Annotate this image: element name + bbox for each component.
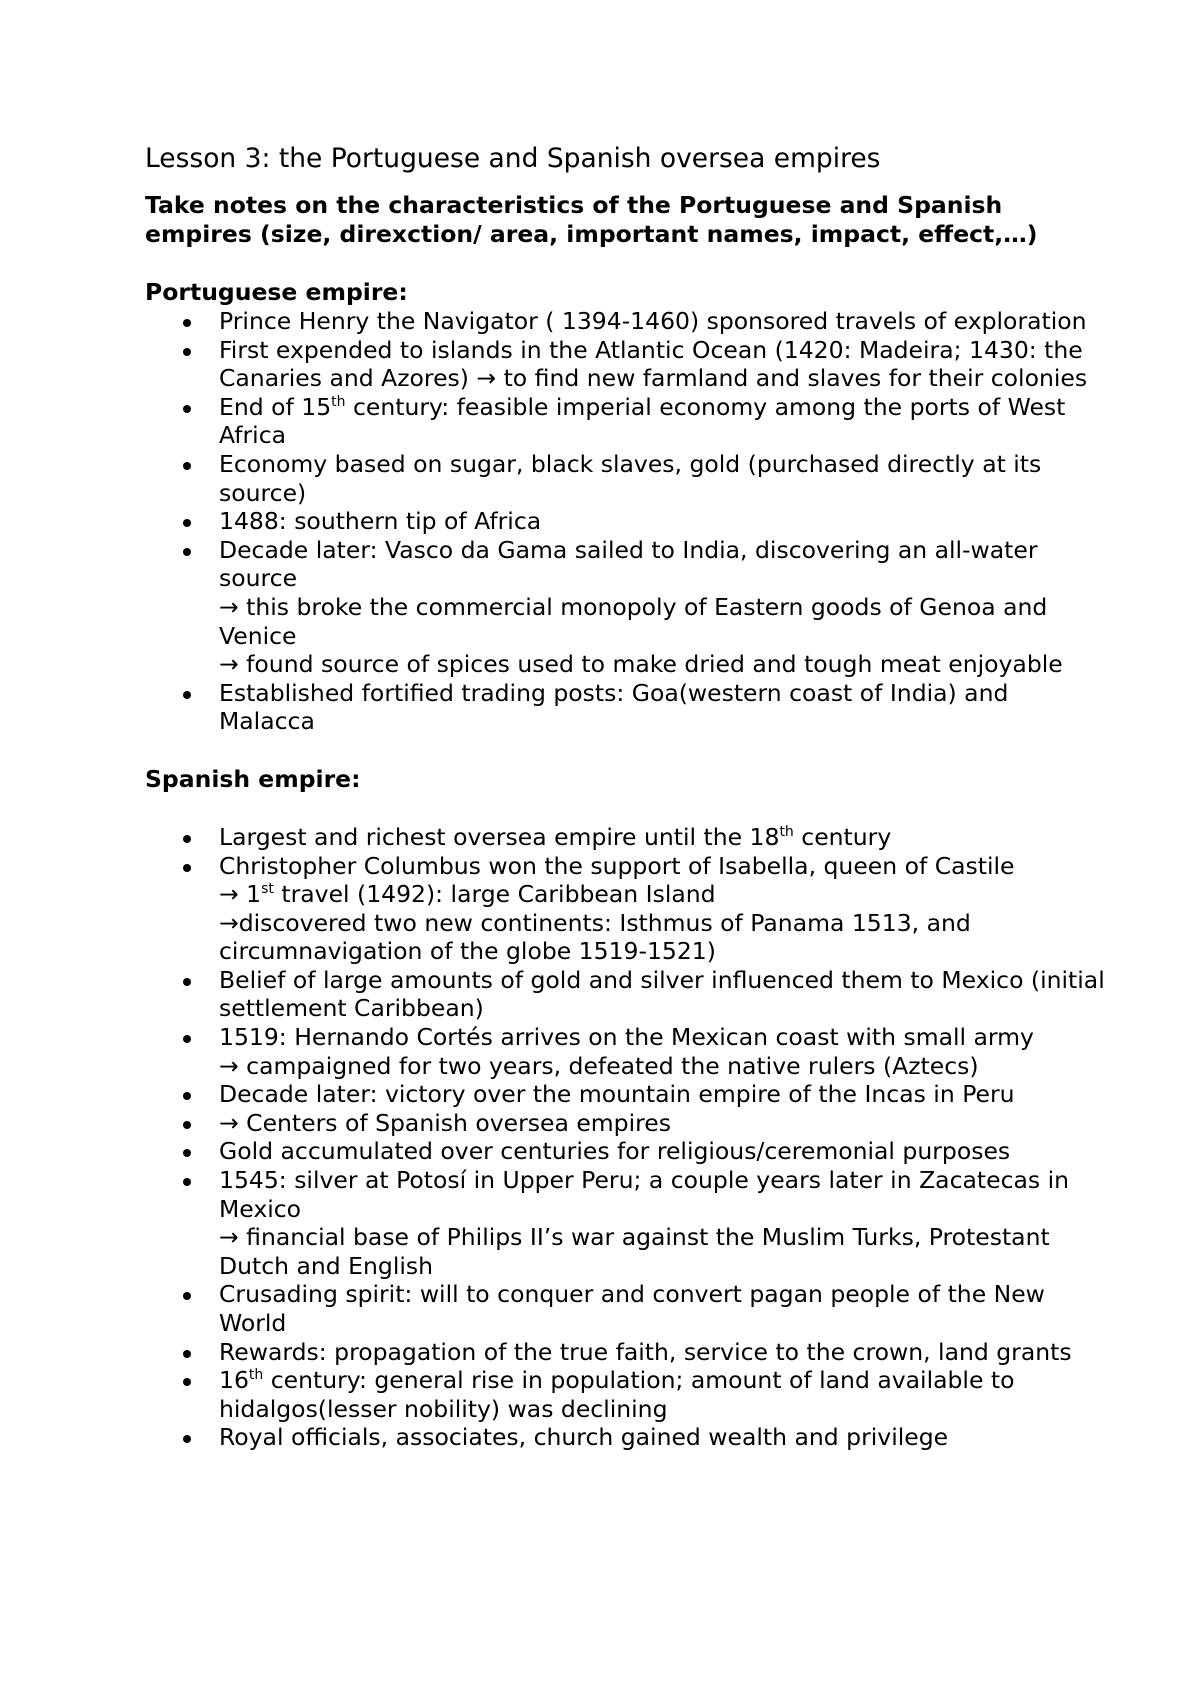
list-item: Belief of large amounts of gold and silver influenced them to Mexico (initial settlement Caribbean) xyxy=(145,966,1105,1023)
list-item: 1488: southern tip of Africa xyxy=(145,507,1105,536)
list-item: Rewards: propagation of the true faith, service to the crown, land grants xyxy=(145,1338,1105,1367)
list-item: 1545: silver at Potosí in Upper Peru; a couple years later in Zacatecas in Mexico → financial base of Philips II’s war against the Muslim Turks, Protestant Dutch and English xyxy=(145,1166,1105,1280)
list-item: Economy based on sugar, black slaves, gold (purchased directly at its source) xyxy=(145,450,1105,507)
portuguese-heading: Portuguese empire: xyxy=(145,278,408,306)
list-item: Decade later: victory over the mountain empire of the Incas in Peru xyxy=(145,1080,1105,1109)
spanish-list xyxy=(145,823,1105,1452)
list-item: Royal officials, associates, church gained wealth and privilege xyxy=(145,1423,1105,1452)
list-item: 1519: Hernando Cortés arrives on the Mexican coast with small army → campaigned for two years, defeated the native rulers (Aztecs) xyxy=(145,1023,1105,1080)
document-page xyxy=(145,140,1105,1452)
list-item: 16th century: general rise in population; amount of land available to hidalgos(lesser nobility) was declining xyxy=(145,1366,1105,1423)
list-item: First expended to islands in the Atlantic Ocean (1420: Madeira; 1430: the Canaries and Azores) → to find new farmland and slaves for their colonies xyxy=(145,336,1105,393)
lesson-title: Lesson 3: the Portuguese and Spanish oversea empires xyxy=(145,143,881,174)
list-item: Established fortified trading posts: Goa(western coast of India) and Malacca xyxy=(145,679,1105,736)
list-item: Largest and richest oversea empire until the 18th century xyxy=(145,823,1105,852)
spanish-heading: Spanish empire: xyxy=(145,764,361,793)
list-item: Decade later: Vasco da Gama sailed to India, discovering an all-water source → this broke the commercial monopoly of Eastern goods of Genoa and Venice → found source of spices used to make dried and tough meat enjoyable xyxy=(145,536,1105,679)
portuguese-list xyxy=(145,307,1105,736)
list-item: Prince Henry the Navigator ( 1394-1460) sponsored travels of exploration xyxy=(145,307,1105,336)
list-item: Christopher Columbus won the support of Isabella, queen of Castile → 1st travel (1492): large Caribbean Island →discovered two new continents: Isthmus of Panama 1513, and circumnavigation of the globe 1519-1521) xyxy=(145,852,1105,966)
list-item: Crusading spirit: will to conquer and convert pagan people of the New World xyxy=(145,1280,1105,1337)
list-item: Gold accumulated over centuries for religious/ceremonial purposes xyxy=(145,1137,1105,1166)
instructions: Take notes on the characteristics of the Portuguese and Spanish empires (size, direxction/ area, important names, impact, effect,…) xyxy=(145,191,1038,248)
list-item: → Centers of Spanish oversea empires xyxy=(145,1109,1105,1138)
list-item: End of 15th century: feasible imperial economy among the ports of West Africa xyxy=(145,393,1105,450)
